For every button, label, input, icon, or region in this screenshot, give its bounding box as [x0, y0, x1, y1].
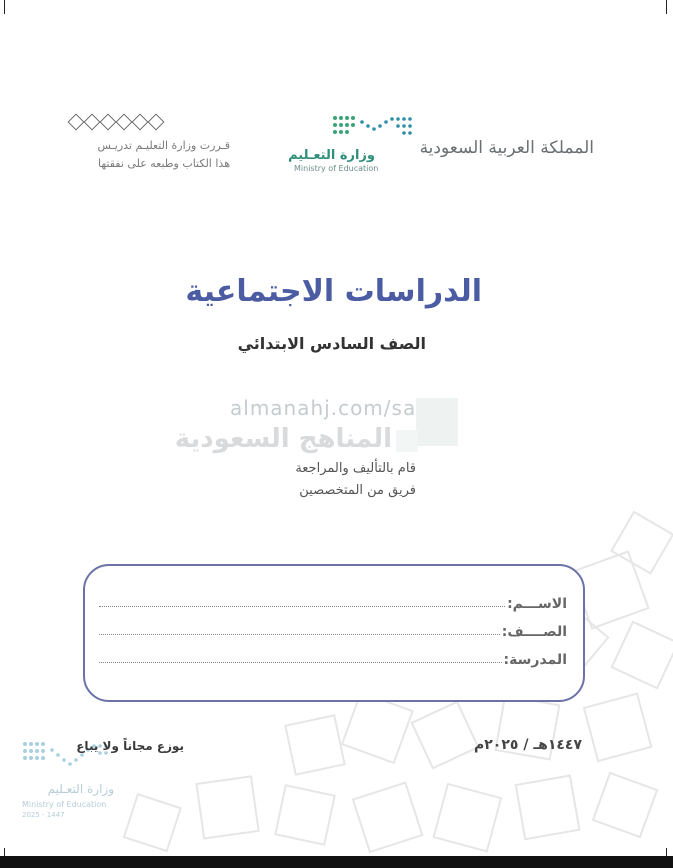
diamond-icon	[68, 114, 85, 131]
approval-text	[60, 137, 230, 173]
approval-line-1: قـررت وزارة التعليـم تدريـس	[97, 139, 230, 152]
watermark-block	[416, 398, 458, 446]
class-field[interactable]	[99, 618, 567, 640]
diamond-icon	[132, 114, 149, 131]
grade-subtitle: الصف السادس الابتدائي	[237, 334, 426, 353]
footer-ministry-en: Ministry of Education	[22, 800, 107, 809]
school-field[interactable]	[99, 646, 567, 668]
ministry-dots-icon	[332, 114, 414, 138]
bottom-bar	[0, 856, 673, 868]
diamond-icon	[116, 114, 133, 131]
page-title: الدراسات الاجتماعية	[185, 274, 482, 309]
diamond-icon	[148, 114, 165, 131]
ministry-name-en: Ministry of Education	[294, 164, 379, 173]
authors-block	[260, 458, 416, 502]
watermark-arabic: المناهج السعودية	[174, 424, 392, 454]
class-label: الصــــف:	[501, 624, 567, 640]
edition-year: ١٤٤٧هـ / ٢٠٢٥م	[474, 737, 582, 753]
name-line[interactable]	[99, 606, 505, 607]
rating-diamonds	[70, 116, 162, 128]
free-distribution-note: يوزع مجاناً ولا يباع	[76, 739, 184, 753]
school-label: المدرسة:	[503, 652, 567, 668]
name-label: الاســـم:	[507, 596, 567, 612]
diamond-icon	[100, 114, 117, 131]
footer-ministry-ar: وزارة التعـليم	[47, 782, 114, 796]
footer-edition: 2025 - 1447	[22, 811, 65, 819]
diamond-icon	[84, 114, 101, 131]
school-line[interactable]	[99, 662, 502, 663]
watermark-url: almanahj.com/sa	[230, 396, 417, 420]
kingdom-calligraphy: المملكة العربية السعودية	[419, 138, 594, 158]
student-info-box	[83, 564, 585, 702]
approval-line-2: هذا الكتاب وطبعه على نفقتها	[97, 157, 230, 170]
authors-line-1: قام بالتأليف والمراجعة	[295, 461, 416, 476]
name-field[interactable]	[99, 590, 567, 612]
ministry-logo	[288, 114, 417, 176]
authors-line-2: فريق من المتخصصين	[299, 483, 416, 498]
ministry-name-ar: وزارة التعـليم	[288, 148, 375, 163]
watermark-block-small	[396, 430, 418, 452]
class-line[interactable]	[99, 634, 500, 635]
